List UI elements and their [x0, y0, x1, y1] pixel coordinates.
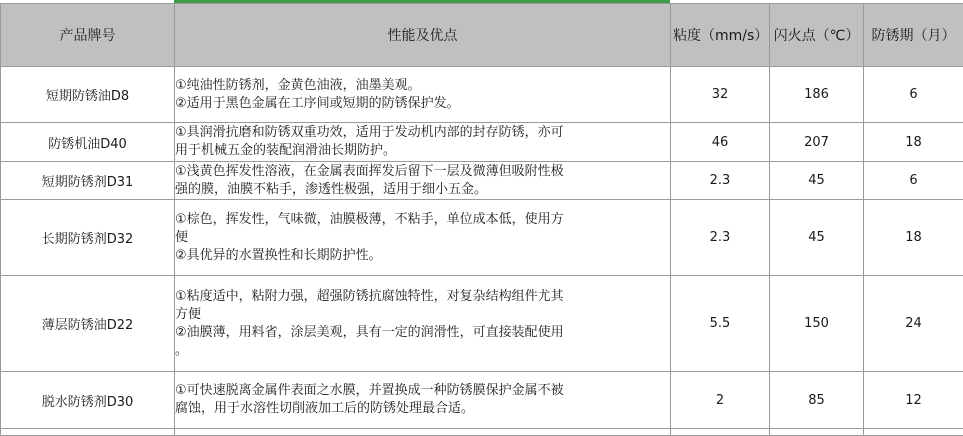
viscosity-cell[interactable]: 32	[671, 67, 770, 123]
table-row	[1, 162, 963, 200]
product-name-cell[interactable]: 短期防锈剂D31	[1, 162, 175, 200]
rust-period-cell[interactable]: 24	[864, 276, 963, 372]
performance-cell[interactable]	[175, 162, 671, 200]
table-row	[1, 123, 963, 162]
product-name-cell[interactable]: 防锈机油D40	[1, 123, 175, 162]
table-row	[1, 200, 963, 276]
rust-period-cell[interactable]: 6	[864, 162, 963, 200]
flash-point-cell[interactable]: 45	[770, 200, 864, 276]
rust-period-cell[interactable]: 12	[864, 372, 963, 429]
performance-line: ①棕色，挥发性，气味微，油膜极薄，不粘手，单位成本低，使用方	[175, 211, 670, 229]
performance-line: ②油膜薄，用料省，涂层美观，具有一定的润滑性，可直接装配使用	[175, 324, 670, 342]
table-header-row	[1, 4, 963, 67]
performance-cell[interactable]	[175, 123, 671, 162]
product-name-cell[interactable]: 脱水防锈剂D30	[1, 372, 175, 429]
rust-period-cell[interactable]: 6	[864, 67, 963, 123]
flash-point-cell[interactable]: 186	[770, 67, 864, 123]
performance-line: ①纯油性防锈剂，金黄色油液，油墨美观。	[175, 77, 670, 95]
performance-line: 便	[175, 229, 670, 247]
product-name-cell[interactable]: 薄层防锈油D22	[1, 276, 175, 372]
rust-period-cell[interactable]: 18	[864, 123, 963, 162]
performance-line: ②适用于黑色金属在工序间或短期的防锈保护发。	[175, 95, 670, 113]
performance-line: 。	[175, 342, 670, 360]
performance-line: 腐蚀，用于水溶性切削液加工后的防锈处理最合适。	[175, 400, 670, 418]
performance-line: ①具润滑抗磨和防锈双重功效，适用于发动机内部的封存防锈，亦可	[175, 124, 670, 142]
performance-line: 方便	[175, 306, 670, 324]
table-row	[1, 276, 963, 372]
header-product-name[interactable]: 产品牌号	[1, 4, 175, 67]
performance-line: ①可快速脱离金属件表面之水膜，并置换成一种防锈膜保护金属不被	[175, 382, 670, 400]
header-rust-period[interactable]: 防锈期（月）	[864, 4, 963, 67]
rust-period-cell[interactable]: 18	[864, 200, 963, 276]
performance-line: ①粘度适中，粘附力强，超强防锈抗腐蚀特性，对复杂结构组件尤其	[175, 288, 670, 306]
viscosity-cell[interactable]: 2.3	[671, 162, 770, 200]
header-performance[interactable]: 性能及优点	[175, 4, 671, 67]
viscosity-cell[interactable]: 5.5	[671, 276, 770, 372]
product-name-cell[interactable]: 长期防锈剂D32	[1, 200, 175, 276]
performance-cell[interactable]	[175, 67, 671, 123]
performance-line: ①浅黄色挥发性溶液，在金属表面挥发后留下一层及微薄但吸附性极	[175, 163, 670, 181]
viscosity-cell[interactable]: 2	[671, 372, 770, 429]
header-viscosity[interactable]: 粘度（mm/s）	[671, 4, 770, 67]
performance-cell[interactable]	[175, 200, 671, 276]
product-spec-table	[0, 3, 963, 436]
flash-point-cell[interactable]: 85	[770, 372, 864, 429]
flash-point-cell[interactable]: 150	[770, 276, 864, 372]
performance-line: ②具优异的水置换性和长期防护性。	[175, 247, 670, 265]
viscosity-cell[interactable]: 46	[671, 123, 770, 162]
product-name-cell[interactable]: 短期防锈油D8	[1, 67, 175, 123]
header-flash-point[interactable]: 闪火点（℃）	[770, 4, 864, 67]
performance-cell[interactable]	[175, 276, 671, 372]
viscosity-cell[interactable]: 2.3	[671, 200, 770, 276]
table-row	[1, 67, 963, 123]
flash-point-cell[interactable]: 45	[770, 162, 864, 200]
table-row	[1, 372, 963, 429]
performance-line: 强的膜，油膜不粘手，渗透性极强，适用于细小五金。	[175, 181, 670, 199]
flash-point-cell[interactable]: 207	[770, 123, 864, 162]
performance-cell[interactable]	[175, 372, 671, 429]
performance-line: 用于机械五金的装配润滑油长期防护。	[175, 142, 670, 160]
